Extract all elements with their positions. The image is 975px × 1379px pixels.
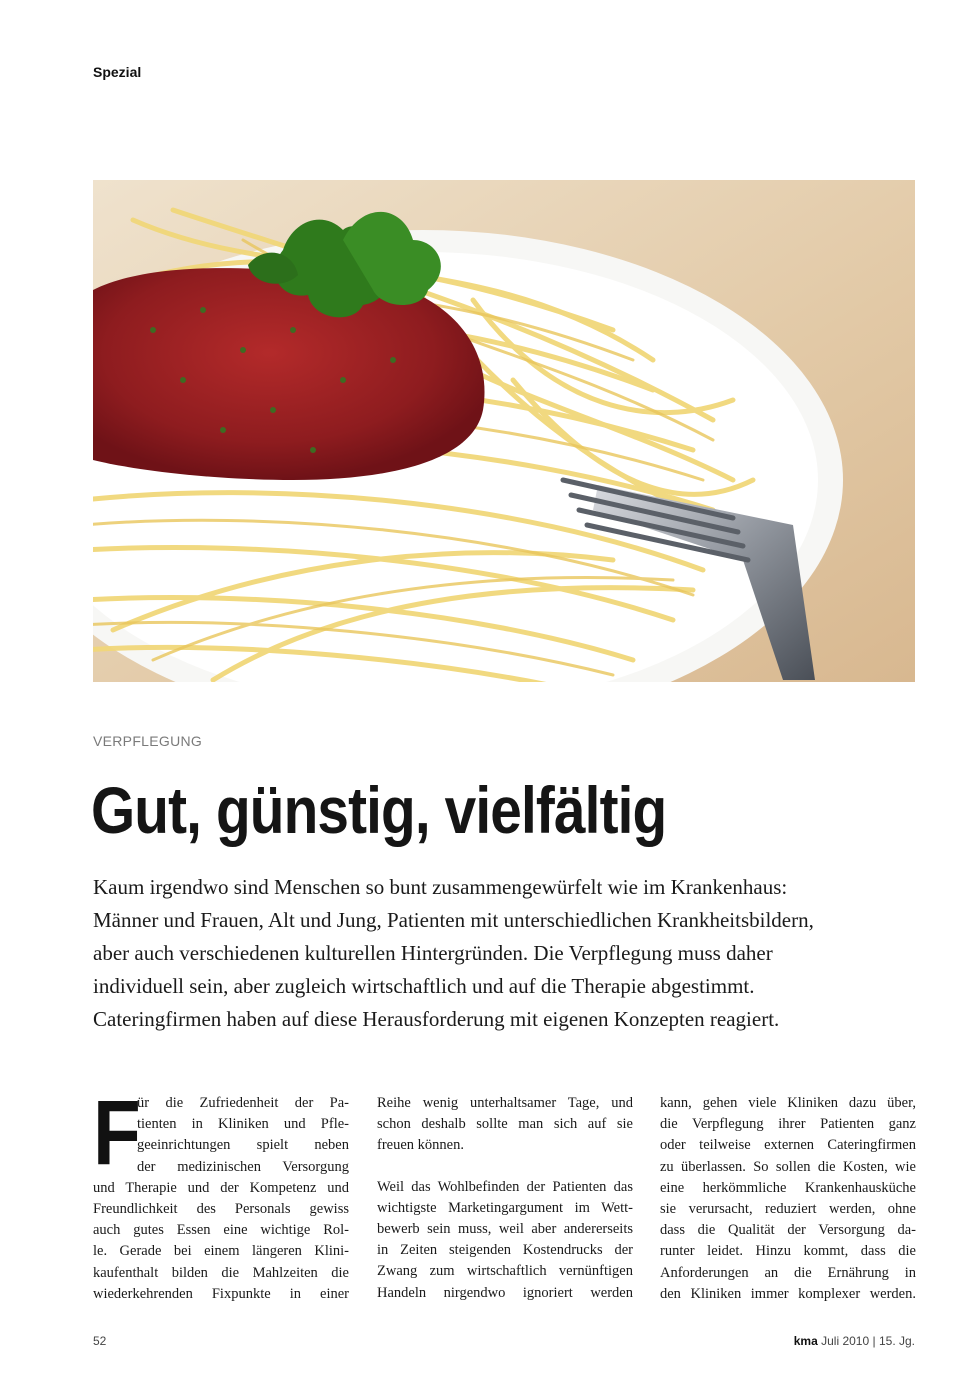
body-line: Weil das Wohlbefinden der Patienten das bbox=[377, 1178, 633, 1195]
body-line: sie verursacht, reduziert werden, ohne bbox=[660, 1201, 916, 1218]
body-line: dass die Qualität der Versorgung da- bbox=[660, 1222, 916, 1239]
body-line: freuen können. bbox=[377, 1137, 464, 1154]
article-kicker: VERPFLEGUNG bbox=[93, 733, 203, 749]
body-line: geeinrichtungen spielt neben bbox=[137, 1137, 349, 1154]
lead-line: individuell sein, aber zugleich wirtschaftlich und auf die Therapie abgestimmt. bbox=[93, 974, 755, 998]
volume: 15. Jg. bbox=[878, 1334, 915, 1348]
body-line: und Therapie und der Kompetenz und bbox=[93, 1179, 349, 1196]
body-line: der medizinischen Versorgung bbox=[137, 1158, 349, 1175]
body-line: wichtigste Marketingargument im Wett- bbox=[377, 1199, 633, 1216]
article-title: Gut, günstig, vielfältig bbox=[91, 773, 667, 847]
drop-cap: F bbox=[93, 1082, 141, 1184]
body-line: wiederkehrenden Fixpunkte in einer bbox=[93, 1285, 349, 1302]
body-line: runter leidet. Hinzu kommt, dass die bbox=[660, 1243, 916, 1260]
body-line: le. Gerade bei einem längeren Klini- bbox=[93, 1243, 349, 1260]
body-column-1 bbox=[93, 1082, 349, 1305]
body-line: zu überlassen. So sollen die Kosten, wie bbox=[660, 1158, 916, 1175]
body-line: schon deshalb sollte man sich auf sie bbox=[377, 1116, 633, 1133]
body-line: ür die Zufriedenheit der Pa- bbox=[137, 1095, 349, 1111]
issue-date: Juli 2010 bbox=[821, 1334, 870, 1348]
body-line: Zwang zum wirtschaftlich vernünftigen bbox=[377, 1263, 633, 1280]
lead-line: Cateringfirmen haben auf diese Herausforderung mit eigenen Konzepten reagiert. bbox=[93, 1007, 780, 1031]
body-line: kann, gehen viele Kliniken dazu über, bbox=[660, 1095, 916, 1111]
spaghetti-photo bbox=[93, 180, 915, 682]
body-line: kaufenthalt bilden die Mahlzeiten die bbox=[93, 1264, 349, 1281]
body-line: tienten in Kliniken und Pfle- bbox=[137, 1116, 349, 1133]
lead-line: Kaum irgendwo sind Menschen so bunt zusammengewürfelt wie im Krankenhaus: bbox=[93, 875, 788, 899]
body-line: oder teilweise externen Cateringfirmen bbox=[660, 1137, 916, 1154]
body-line: die Verpflegung ihrer Patienten ganz bbox=[660, 1116, 916, 1133]
body-column-3 bbox=[660, 1093, 916, 1305]
body-line: Reihe wenig unterhaltsamer Tage, und bbox=[377, 1095, 633, 1111]
brand-logo: kma bbox=[793, 1334, 818, 1348]
body-line: in Zeiten steigenden Kostendrucks der bbox=[377, 1242, 633, 1259]
body-column-2 bbox=[377, 1093, 633, 1304]
issue-info bbox=[794, 1334, 915, 1348]
body-line: Freundlichkeit des Personals gewiss bbox=[93, 1201, 349, 1218]
separator: | bbox=[872, 1334, 876, 1348]
section-label: Spezial bbox=[93, 64, 142, 80]
body-line: bewerb sein muss, weil aber andererseits bbox=[377, 1221, 633, 1238]
article-lead bbox=[93, 871, 933, 1036]
lead-line: aber auch verschiedenen kulturellen Hintergründen. Die Verpflegung muss daher bbox=[93, 941, 773, 965]
body-line: Anforderungen an die Ernährung in bbox=[660, 1264, 916, 1281]
body-line: den Kliniken immer komplexer werden. bbox=[660, 1285, 916, 1302]
page-number: 52 bbox=[93, 1334, 107, 1348]
body-line: auch gutes Essen eine wichtige Rol- bbox=[93, 1222, 349, 1239]
lead-line: Männer und Frauen, Alt und Jung, Patienten mit unterschiedlichen Krankheitsbildern, bbox=[93, 908, 814, 932]
article-photo bbox=[93, 180, 915, 682]
body-line: eine herkömmliche Krankenhausküche bbox=[660, 1179, 916, 1196]
body-line: Handeln nirgendwo ignoriert werden bbox=[377, 1284, 633, 1301]
